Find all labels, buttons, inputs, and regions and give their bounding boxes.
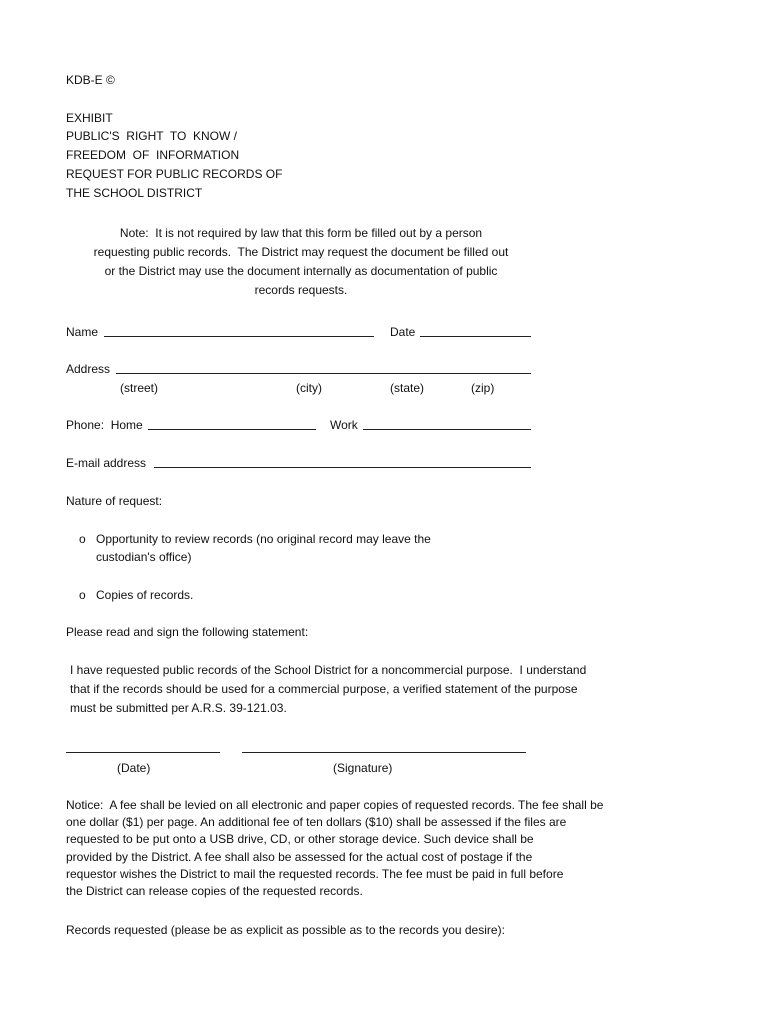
street-caption: (street) xyxy=(120,381,159,395)
note-line-3: or the District may use the document internally as documentation of public xyxy=(104,264,498,278)
fee-notice-line-6: the District can release copies of the requested records. xyxy=(66,884,363,898)
fee-notice-line-2: one dollar ($1) per page. An additional fee of ten dollars ($10) shall be assessed if the files are xyxy=(66,815,567,829)
nature-of-request-heading: Nature of request: xyxy=(66,494,163,508)
signature-date-field[interactable] xyxy=(66,741,220,753)
statement-line-3: must be submitted per A.R.S. 39-121.03. xyxy=(70,701,287,715)
signature-field[interactable] xyxy=(242,741,526,753)
option-copies-label: Copies of records. xyxy=(96,588,194,602)
policy-code: KDB-E © xyxy=(66,73,115,87)
phone-home-label: Phone: Home xyxy=(66,418,143,432)
email-field[interactable] xyxy=(154,456,531,468)
option-review-bullet[interactable]: o xyxy=(79,532,86,546)
city-caption: (city) xyxy=(296,381,322,395)
zip-caption: (zip) xyxy=(471,381,495,395)
fee-notice-line-4: provided by the District. A fee shall also be assessed for the actual cost of postage if the xyxy=(66,850,533,864)
exhibit-label: EXHIBIT xyxy=(66,111,113,125)
statement-line-1: I have requested public records of the School District for a noncommercial purpose. I understand xyxy=(70,663,587,677)
phone-work-field[interactable] xyxy=(363,418,531,430)
option-copies-bullet[interactable]: o xyxy=(79,588,86,602)
fee-notice-line-1: Notice: A fee shall be levied on all electronic and paper copies of requested records. The fee shall be xyxy=(66,798,604,812)
note-line-1: Note: It is not required by law that this form be filled out by a person xyxy=(119,226,483,240)
name-field[interactable] xyxy=(104,325,374,337)
statement-heading: Please read and sign the following statement: xyxy=(66,625,309,639)
title-line-2: FREEDOM OF INFORMATION xyxy=(66,148,240,162)
note-line-4: records requests. xyxy=(254,283,348,297)
fee-notice-line-5: requestor wishes the District to mail the requested records. The fee must be paid in full before xyxy=(66,867,564,881)
fee-notice-line-3: requested to be put onto a USB drive, CD, or other storage device. Such device shall be xyxy=(66,832,534,846)
name-label: Name xyxy=(66,325,99,339)
statement-line-2: that if the records should be used for a commercial purpose, a verified statement of the purpose xyxy=(70,682,578,696)
phone-work-label: Work xyxy=(330,418,358,432)
title-line-4: THE SCHOOL DISTRICT xyxy=(66,186,203,200)
phone-home-field[interactable] xyxy=(148,418,316,430)
address-label: Address xyxy=(66,362,111,376)
signature-caption: (Signature) xyxy=(333,761,393,775)
date-field[interactable] xyxy=(420,325,531,337)
option-review-line-1: Opportunity to review records (no original record may leave the xyxy=(96,532,431,546)
note-line-2: requesting public records. The District may request the document be filled out xyxy=(93,245,509,259)
records-requested-label: Records requested (please be as explicit as possible as to the records you desire): xyxy=(66,923,505,937)
signature-date-caption: (Date) xyxy=(117,761,151,775)
title-line-3: REQUEST FOR PUBLIC RECORDS OF xyxy=(66,167,283,181)
address-field[interactable] xyxy=(116,362,531,374)
email-label: E-mail address xyxy=(66,456,147,470)
date-label: Date xyxy=(390,325,416,339)
state-caption: (state) xyxy=(390,381,425,395)
records-requested-area[interactable] xyxy=(66,942,636,1012)
title-line-1: PUBLIC'S RIGHT TO KNOW / xyxy=(66,129,237,143)
option-review-line-2: custodian's office) xyxy=(96,550,192,564)
